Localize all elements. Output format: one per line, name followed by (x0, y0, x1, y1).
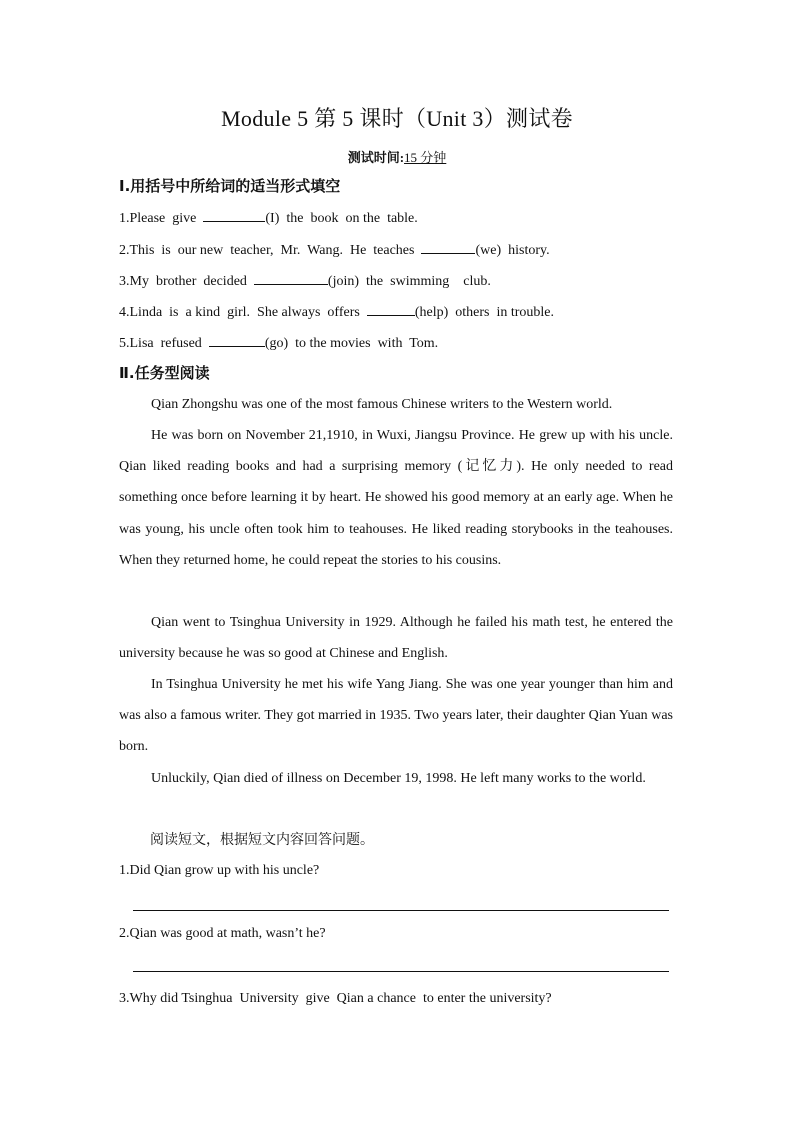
answer-blank[interactable] (203, 207, 265, 222)
fill-item-2: 2.This is our new teacher, Mr. Wang. He teaches (we) history. (119, 239, 550, 259)
question-1: 1.Did Qian grow up with his uncle? (119, 863, 320, 878)
answer-blank[interactable] (367, 301, 415, 316)
reading-instruction: 阅读短文，根据短文内容回答问题。 (150, 832, 374, 848)
passage-paragraph-1: Qian Zhongshu was one of the most famous Chinese writers to the Western world. (151, 397, 613, 412)
fill-item-4: 4.Linda is a kind girl. She always offers (help) others in trouble. (119, 301, 554, 321)
fill-item-5: 5.Lisa refused (go) to the movies with Tom. (119, 332, 438, 352)
answer-line-2[interactable] (133, 971, 669, 972)
answer-blank[interactable] (254, 270, 328, 285)
passage-paragraph-3: Qian went to Tsinghua University in 1929. Although he failed his math test, he entered the university because he was so good at Chinese and English. (119, 615, 673, 662)
section1-heading: Ⅰ.用括号中所给词的适当形式填空 (119, 177, 341, 195)
question-3: 3.Why did Tsinghua University give Qian a chance to enter the university? (119, 991, 552, 1006)
page-title: Module 5 第 5 课时（Unit 3）测试卷 (221, 106, 573, 131)
section2-heading: Ⅱ.任务型阅读 (119, 364, 210, 382)
answer-line-1[interactable] (133, 910, 669, 911)
test-duration-value: 15 分钟 (404, 150, 447, 165)
passage-paragraph-2: He was born on November 21,1910, in Wuxi, Jiangsu Province. He grew up with his uncle. Qian liked reading books and had a surprising memory (记忆力). He only needed to read something once before learning it by heart. He showed his good memory at an early age. When he was young, his uncle often took him to teahouses. He liked reading storybooks in the teahouses. When they returned home, he could repeat the stories to his cousins. (119, 428, 673, 568)
answer-blank[interactable] (421, 239, 475, 254)
fill-item-3: 3.My brother decided (join) the swimming club. (119, 270, 491, 290)
answer-blank[interactable] (209, 332, 265, 347)
test-duration (0, 147, 794, 166)
test-duration-label: 测试时间: (347, 150, 405, 165)
question-2: 2.Qian was good at math, wasn’t he? (119, 926, 326, 941)
passage-paragraph-5: Unluckily, Qian died of illness on December 19, 1998. He left many works to the world. (151, 771, 646, 786)
fill-item-1: 1.Please give (I) the book on the table. (119, 207, 418, 227)
passage-paragraph-4: In Tsinghua University he met his wife Yang Jiang. She was one year younger than him and was also a famous writer. They got married in 1935. Two years later, their daughter Qian Yuan was born. (119, 677, 673, 755)
